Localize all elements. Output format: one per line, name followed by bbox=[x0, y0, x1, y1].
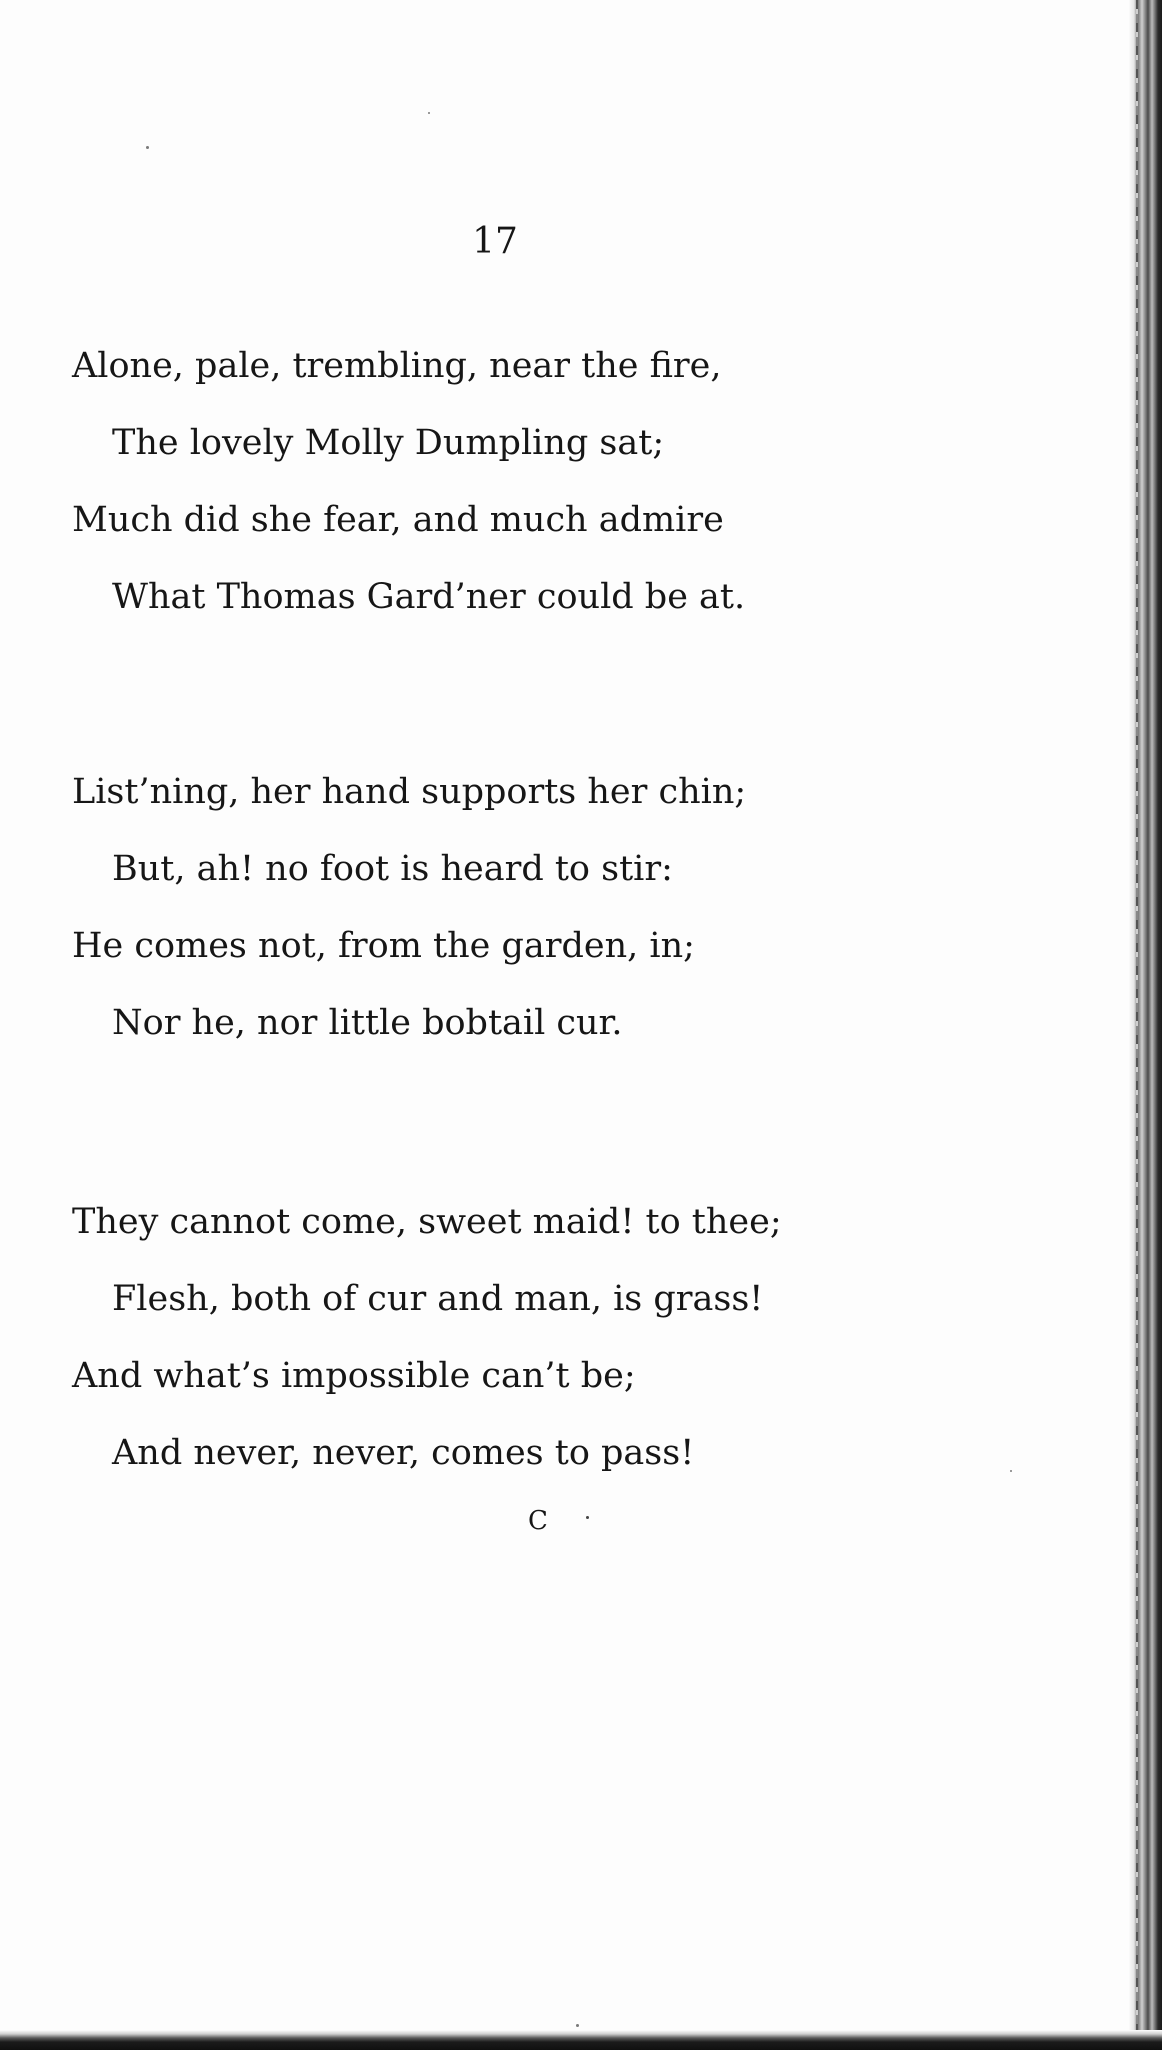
page-edge-right bbox=[1128, 0, 1162, 2050]
ink-speck bbox=[576, 2024, 579, 2027]
verse-line: And never, never, comes to pass! bbox=[112, 1433, 695, 1473]
ink-speck bbox=[146, 146, 149, 149]
page-number: 17 bbox=[472, 221, 518, 262]
ink-speck bbox=[586, 1516, 589, 1519]
verse-line: What Thomas Gard’ner could be at. bbox=[112, 577, 746, 617]
verse-line: They cannot come, sweet maid! to thee; bbox=[72, 1202, 782, 1242]
verse-line: List’ning, her hand supports her chin; bbox=[72, 772, 747, 812]
verse-line: He comes not, from the garden, in; bbox=[72, 926, 695, 966]
verse-line: Alone, pale, trembling, near the fire, bbox=[72, 346, 722, 386]
stanza-1 bbox=[72, 346, 952, 654]
verse-line: Nor he, nor little bobtail cur. bbox=[112, 1003, 623, 1043]
verse-line: The lovely Molly Dumpling sat; bbox=[112, 423, 665, 463]
ink-speck bbox=[428, 112, 430, 114]
signature-mark: C bbox=[528, 1506, 548, 1536]
ink-speck bbox=[1010, 1470, 1012, 1472]
stanza-3 bbox=[72, 1202, 952, 1510]
verse-line: Much did she fear, and much admire bbox=[72, 500, 724, 540]
stanza-2 bbox=[72, 772, 952, 1080]
page-edge-bottom bbox=[0, 2030, 1162, 2050]
verse-line: But, ah! no foot is heard to stir: bbox=[112, 849, 673, 889]
verse-line: And what’s impossible can’t be; bbox=[72, 1356, 636, 1396]
verse-line: Flesh, both of cur and man, is grass! bbox=[112, 1279, 764, 1319]
page-edge-texture bbox=[1136, 0, 1138, 2050]
